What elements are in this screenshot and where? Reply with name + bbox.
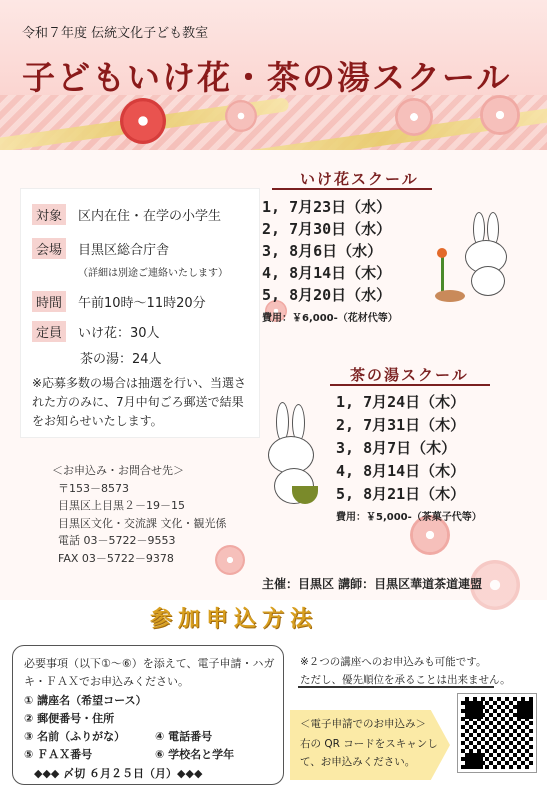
contact-tel: 電話 03－5722－9553 <box>58 534 176 547</box>
capacity-tea: 茶の湯：24人 <box>80 352 162 367</box>
time-value: 午前10時～11時20分 <box>78 296 206 311</box>
time-row <box>32 291 206 312</box>
req-item-1: ① 講座名（希望コース） <box>24 694 147 707</box>
tea-fee: 費用：￥5,000-（茶菓子代等） <box>336 512 482 523</box>
tea-date-1: 1, 7月24日（木） <box>336 393 466 411</box>
ikebana-date-1: 1, 7月23日（水） <box>262 198 392 216</box>
capacity-ikebana: いけ花：30人 <box>78 326 160 341</box>
plum-flower-icon <box>120 98 166 144</box>
target-row <box>32 204 221 225</box>
online-text-1: 右の QR コードをスキャンし <box>300 738 438 750</box>
plum-flower-icon <box>480 95 520 135</box>
lottery-note-2: れた方のみに、7月中旬ごろ郵送で結果 <box>32 395 244 409</box>
capacity-label: 定員 <box>32 321 66 342</box>
venue-label: 会場 <box>32 238 66 259</box>
qr-code[interactable] <box>458 694 536 772</box>
venue-row <box>32 238 169 259</box>
tea-date-4: 4, 8月14日（木） <box>336 462 466 480</box>
tea-underline <box>330 384 490 386</box>
page-title: 子どもいけ花・茶の湯スクール <box>22 58 512 97</box>
ikebana-fee: 費用：￥6,000-（花材代等） <box>262 313 398 324</box>
contact-address: 目黒区上目黒２－19－15 <box>58 499 185 512</box>
deadline-text: ◆◆◆ 〆切 ６月２５日（月）◆◆◆ <box>34 767 203 780</box>
ikebana-date-3: 3, 8月6日（水） <box>262 242 383 260</box>
lottery-note-1: ※応募多数の場合は抽選を行い、当選さ <box>32 376 247 390</box>
ikebana-date-2: 2, 7月30日（水） <box>262 220 392 238</box>
online-heading: ＜電子申請でのお申込み＞ <box>300 718 426 730</box>
apply-title: 参加申込方法 <box>150 607 319 632</box>
stem-icon <box>441 252 444 292</box>
ikebana-date-4: 4, 8月14日（木） <box>262 264 392 282</box>
divider <box>298 686 494 688</box>
bunny-ikebana-illustration <box>435 212 525 312</box>
right-note-1: ※２つの講座へのお申込みも可能です。 <box>300 656 487 668</box>
bunny-tea-illustration <box>262 402 342 512</box>
target-value: 区内在住・在学の小学生 <box>78 209 222 224</box>
vase-icon <box>435 290 465 302</box>
contact-block <box>52 462 227 567</box>
flower-icon <box>437 248 447 258</box>
tea-heading: 茶の湯スクール <box>350 366 469 384</box>
ikebana-heading: いけ花スクール <box>300 170 419 188</box>
req-item-2: ② 郵便番号・住所 <box>24 712 115 725</box>
ikebana-date-5: 5, 8月20日（水） <box>262 286 392 304</box>
tea-date-5: 5, 8月21日（木） <box>336 485 466 503</box>
req-item-5: ⑤ ＦＡＸ番号 <box>24 748 93 761</box>
req-item-4: ④ 電話番号 <box>155 730 213 743</box>
tea-date-3: 3, 8月7日（木） <box>336 439 457 457</box>
right-note-2: ただし、優先順位を承ることは出来ません。 <box>300 674 511 686</box>
subtitle: 令和７年度 伝統文化子ども教室 <box>22 26 209 41</box>
venue-note: （詳細は別途ご連絡いたします） <box>78 268 228 279</box>
contact-postal: 〒153－8573 <box>58 481 129 495</box>
online-text-2: て、お申込みください。 <box>300 756 416 768</box>
organizer-text: 主催：目黒区 講師：目黒区華道茶道連盟 <box>262 577 483 591</box>
bunny-body-icon <box>471 266 505 296</box>
time-label: 時間 <box>32 291 66 312</box>
contact-heading: ＜お申込み・お問合せ先＞ <box>52 464 184 477</box>
capacity-row <box>32 321 160 342</box>
contact-fax: FAX 03－5722－9378 <box>58 551 174 565</box>
plum-flower-icon <box>395 98 433 136</box>
lottery-note-3: をお知らせいたします。 <box>32 414 163 428</box>
req-item-6: ⑥ 学校名と学年 <box>155 748 235 761</box>
tea-date-2: 2, 7月31日（木） <box>336 416 466 434</box>
contact-dept: 目黒区文化・交流課 文化・観光係 <box>58 516 227 530</box>
req-line-1: 必要事項（以下①～⑥）を添えて、電子申請・ハガ <box>24 657 275 670</box>
req-item-3: ③ 名前（ふりがな） <box>24 730 126 743</box>
venue-value: 目黒区総合庁舎 <box>78 243 170 258</box>
ikebana-underline <box>272 188 432 190</box>
target-label: 対象 <box>32 204 66 225</box>
plum-flower-icon <box>225 100 257 132</box>
req-line-2: キ・ＦＡＸでお申込みください。 <box>24 675 189 688</box>
